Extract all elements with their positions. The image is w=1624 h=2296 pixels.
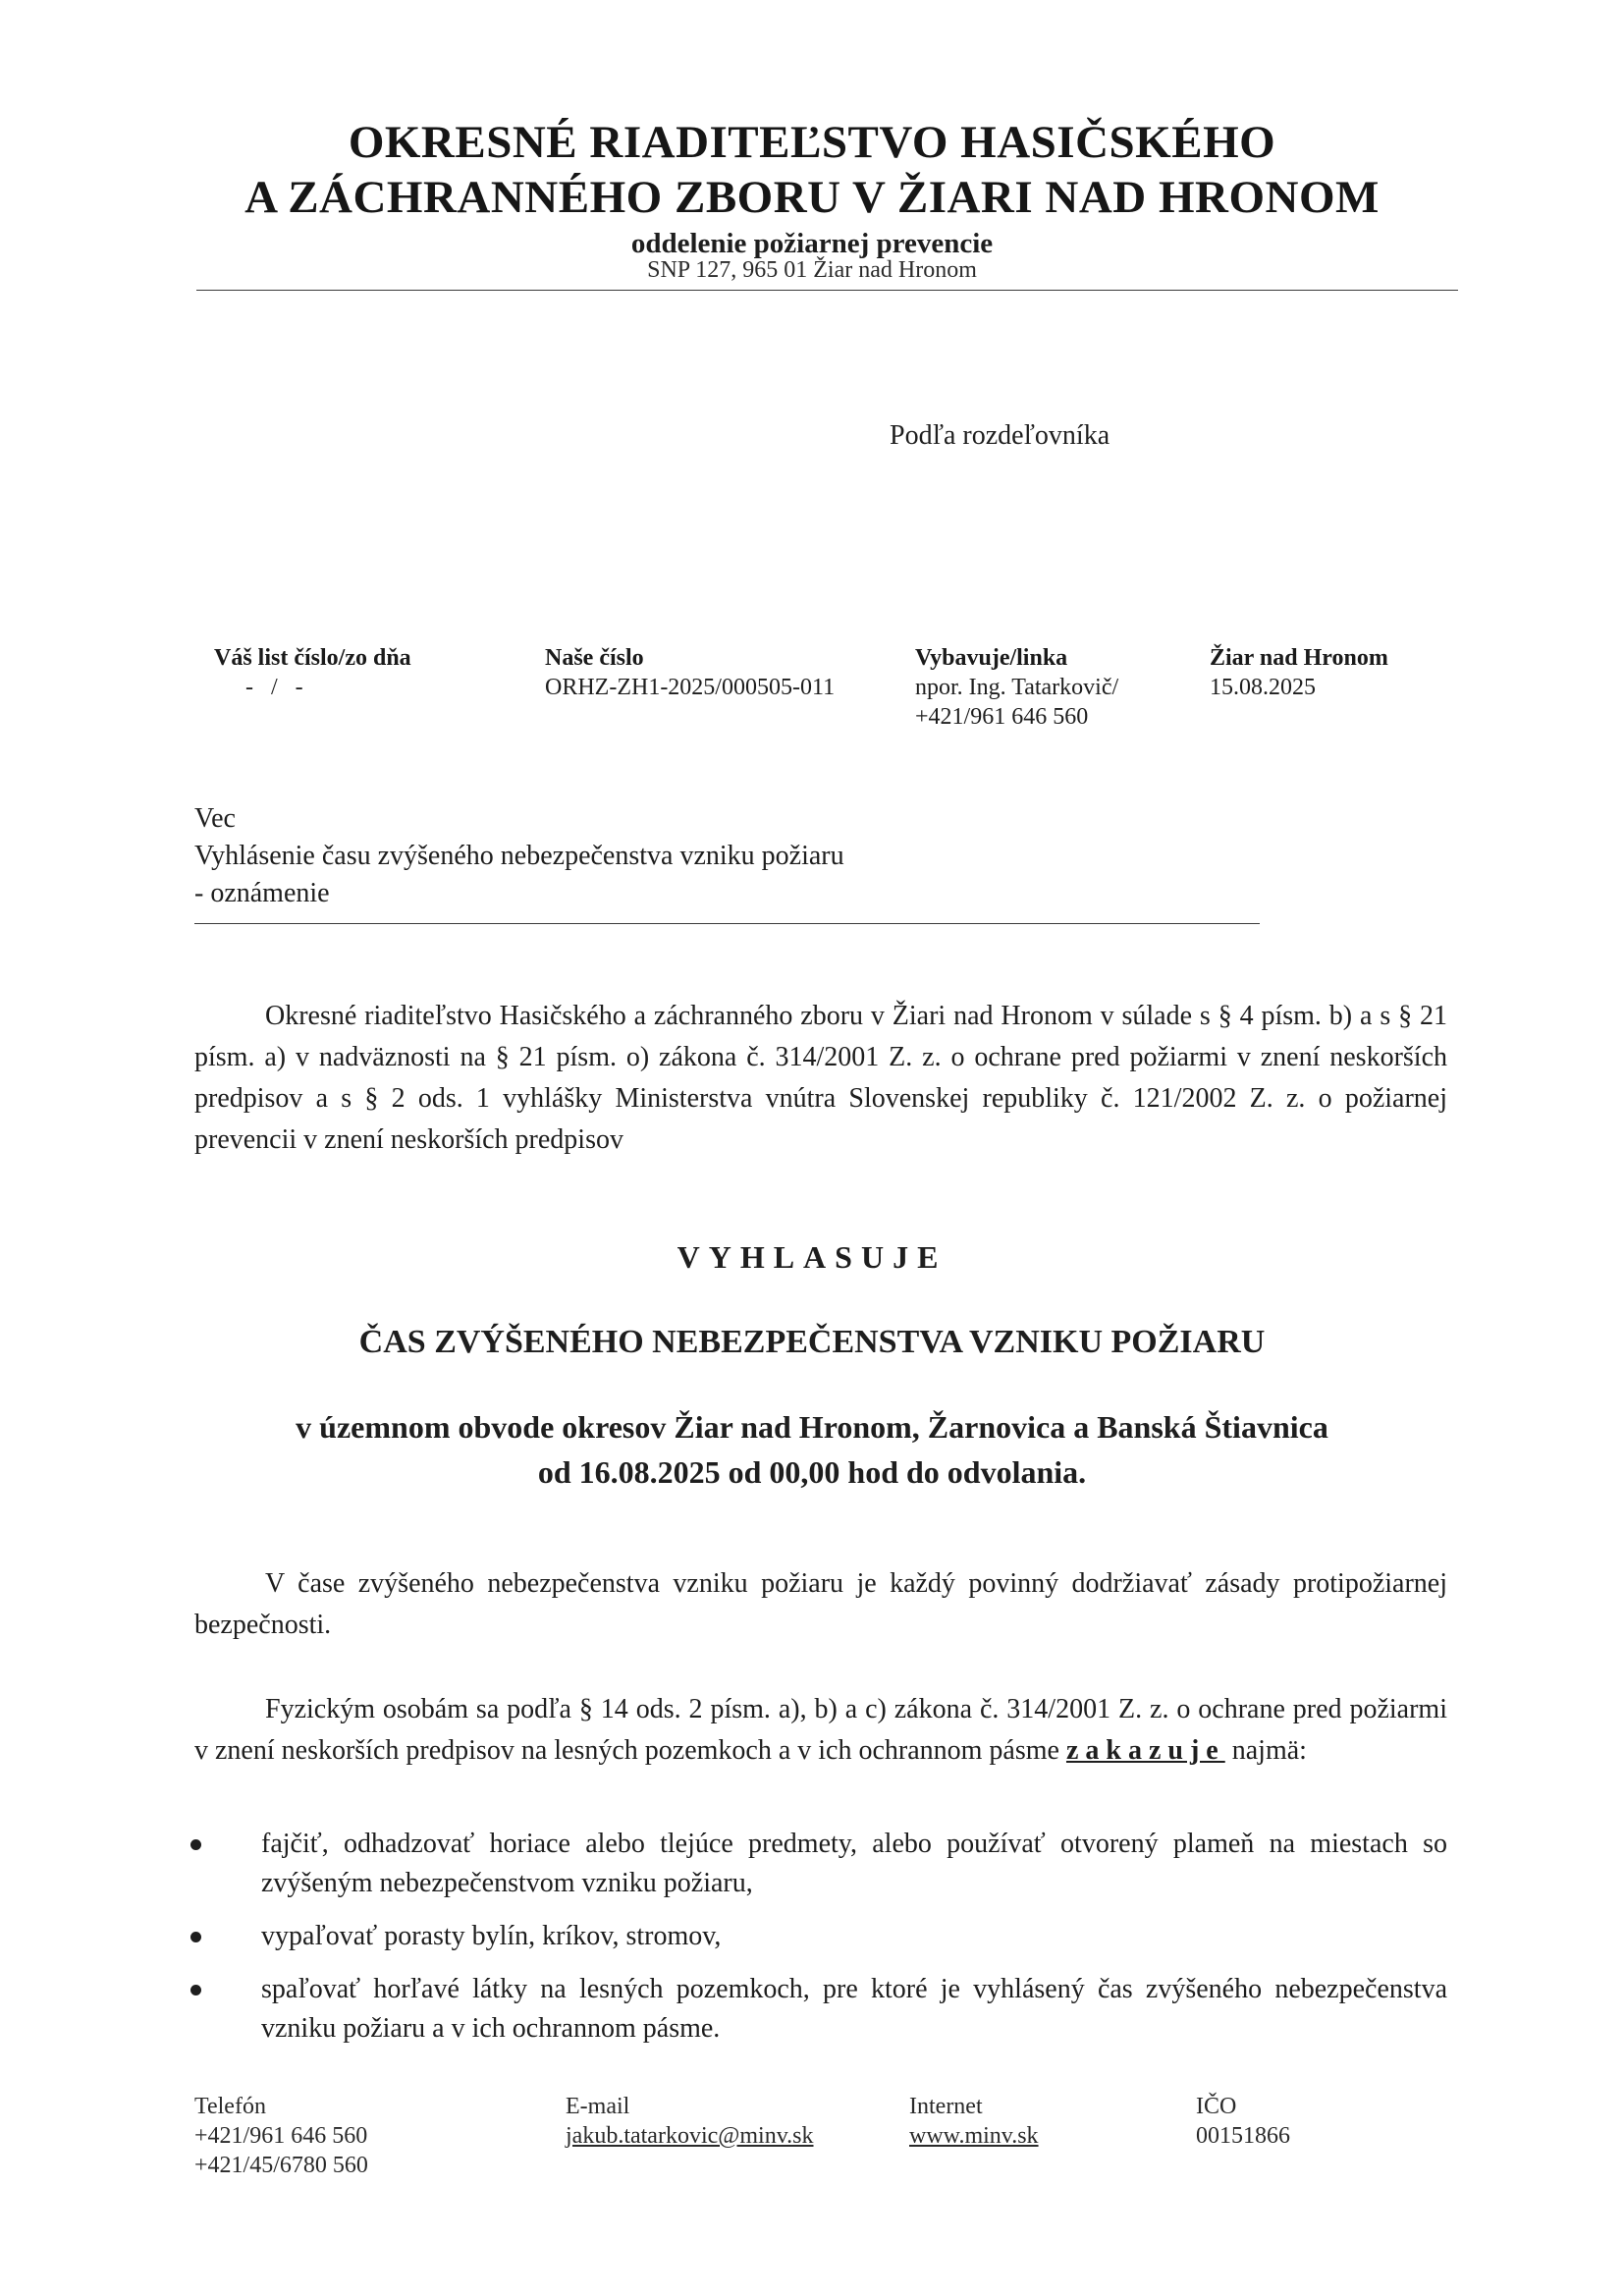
org-address: SNP 127, 965 01 Žiar nad Hronom (647, 257, 977, 283)
place-label: Žiar nad Hronom (1210, 645, 1388, 671)
footer-internet (909, 2092, 1039, 2151)
date-value: 15.08.2025 (1210, 675, 1316, 700)
duty-paragraph: V čase zvýšeného nebezpečenstva vzniku požiaru je každý povinný dodržiavať zásady protipožiarnej bezpečnosti. (194, 1568, 1447, 1640)
list-item-text: fajčiť, odhadzovať horiace alebo tlejúce predmety, alebo používať otvorený plameň na miestach so zvýšeným nebezpečenstvom vzniku požiaru, (261, 1829, 1447, 1898)
declaration-area (0, 1404, 1624, 1495)
ico-value: 00151866 (1196, 2123, 1290, 2149)
prohibition-paragraph (194, 1689, 1447, 1772)
header-divider (196, 290, 1458, 291)
phone-number-2: +421/45/6780 560 (194, 2153, 368, 2178)
email-link[interactable]: jakub.tatarkovic@minv.sk (566, 2123, 814, 2149)
internet-label: Internet (909, 2094, 983, 2119)
footer-phone (194, 2092, 368, 2180)
bullet-icon (190, 1985, 201, 1995)
bullet-icon (190, 1839, 201, 1850)
footer-email (566, 2092, 814, 2151)
org-name-line2: A ZÁCHRANNÉHO ZBORU V ŽIARI NAD HRONOM (244, 172, 1380, 223)
our-number-column (545, 643, 835, 702)
list-item-text: spaľovať horľavé látky na lesných pozemkoch, pre ktoré je vyhlásený čas zvýšeného nebezpečenstva vzniku požiaru a v ich ochrannom pásme. (261, 1974, 1447, 2044)
list-item (181, 1825, 1447, 1903)
subject-block (194, 800, 844, 912)
ico-label: IČO (1196, 2094, 1237, 2119)
phone-label: Telefón (194, 2094, 266, 2119)
our-number-label: Naše číslo (545, 645, 644, 671)
our-number-value: ORHZ-ZH1-2025/000505-011 (545, 675, 836, 700)
subject-line2: - oznámenie (194, 878, 330, 908)
bullet-icon (190, 1932, 201, 1942)
prohibition-suffix: najmä: (1231, 1735, 1307, 1766)
declaration-verb: VYHLASUJE (677, 1239, 947, 1275)
your-letter-column (214, 643, 411, 702)
department-name: oddelenie požiarnej prevencie (630, 228, 994, 259)
intro-paragraph: Okresné riaditeľstvo Hasičského a záchranného zboru v Žiari nad Hronom v súlade s § 4 písm. b) a s § 21 písm. a) v nadväznosti na § 21 písm. o) zákona č. 314/2001 Z. z. o ochrane pred požiarmi v znení neskorších predpisov a s § 2 ods. 1 vyhlášky Ministerstva vnútra Slovenskej republiky č. 121/2002 Z. z. o požiarnej prevencii v znení neskorších predpisov (194, 1001, 1447, 1155)
org-name-line1: OKRESNÉ RIADITEĽSTVO HASIČSKÉHO (348, 117, 1276, 168)
prohibition-text: Fyzickým osobám sa podľa § 14 ods. 2 písm. a), b) a c) zákona č. 314/2001 Z. z. o ochrane pred požiarmi v znení neskorších predpisov na lesných pozemkoch a v ich ochrannom pásme (194, 1694, 1447, 1766)
subject-label: Vec (194, 803, 236, 834)
subject-line1: Vyhlásenie času zvýšeného nebezpečenstva vzniku požiaru (194, 841, 844, 871)
handled-by-label: Vybavuje/linka (915, 645, 1068, 671)
subject-divider (194, 923, 1260, 924)
recipient: Podľa rozdeľovníka (890, 420, 1110, 451)
prohibition-list (181, 1825, 1447, 2062)
handled-by-phone: +421/961 646 560 (915, 704, 1089, 730)
declaration-area-line2: od 16.08.2025 od 00,00 hod do odvolania. (537, 1454, 1087, 1490)
declaration-area-line1: v územnom obvode okresov Žiar nad Hronom, Žarnovica a Banská Štiavnica (296, 1409, 1328, 1445)
place-date-column (1210, 643, 1388, 702)
email-label: E-mail (566, 2094, 630, 2119)
list-item-text: vypaľovať porasty bylín, kríkov, stromov, (261, 1921, 722, 1951)
footer-ico (1196, 2092, 1290, 2151)
your-letter-value: - / - (245, 675, 303, 700)
handled-by-column (915, 643, 1118, 732)
list-item (181, 1970, 1447, 2049)
handled-by-value: npor. Ing. Tatarkovič/ (915, 675, 1119, 700)
declaration-title: ČAS ZVÝŠENÉHO NEBEZPEČENSTVA VZNIKU POŽIARU (358, 1324, 1266, 1360)
your-letter-label: Váš list číslo/zo dňa (214, 645, 411, 671)
prohibition-keyword: zakazuje (1065, 1735, 1225, 1766)
phone-number-1: +421/961 646 560 (194, 2123, 368, 2149)
list-item (181, 1917, 1447, 1956)
website-link[interactable]: www.minv.sk (909, 2123, 1039, 2149)
